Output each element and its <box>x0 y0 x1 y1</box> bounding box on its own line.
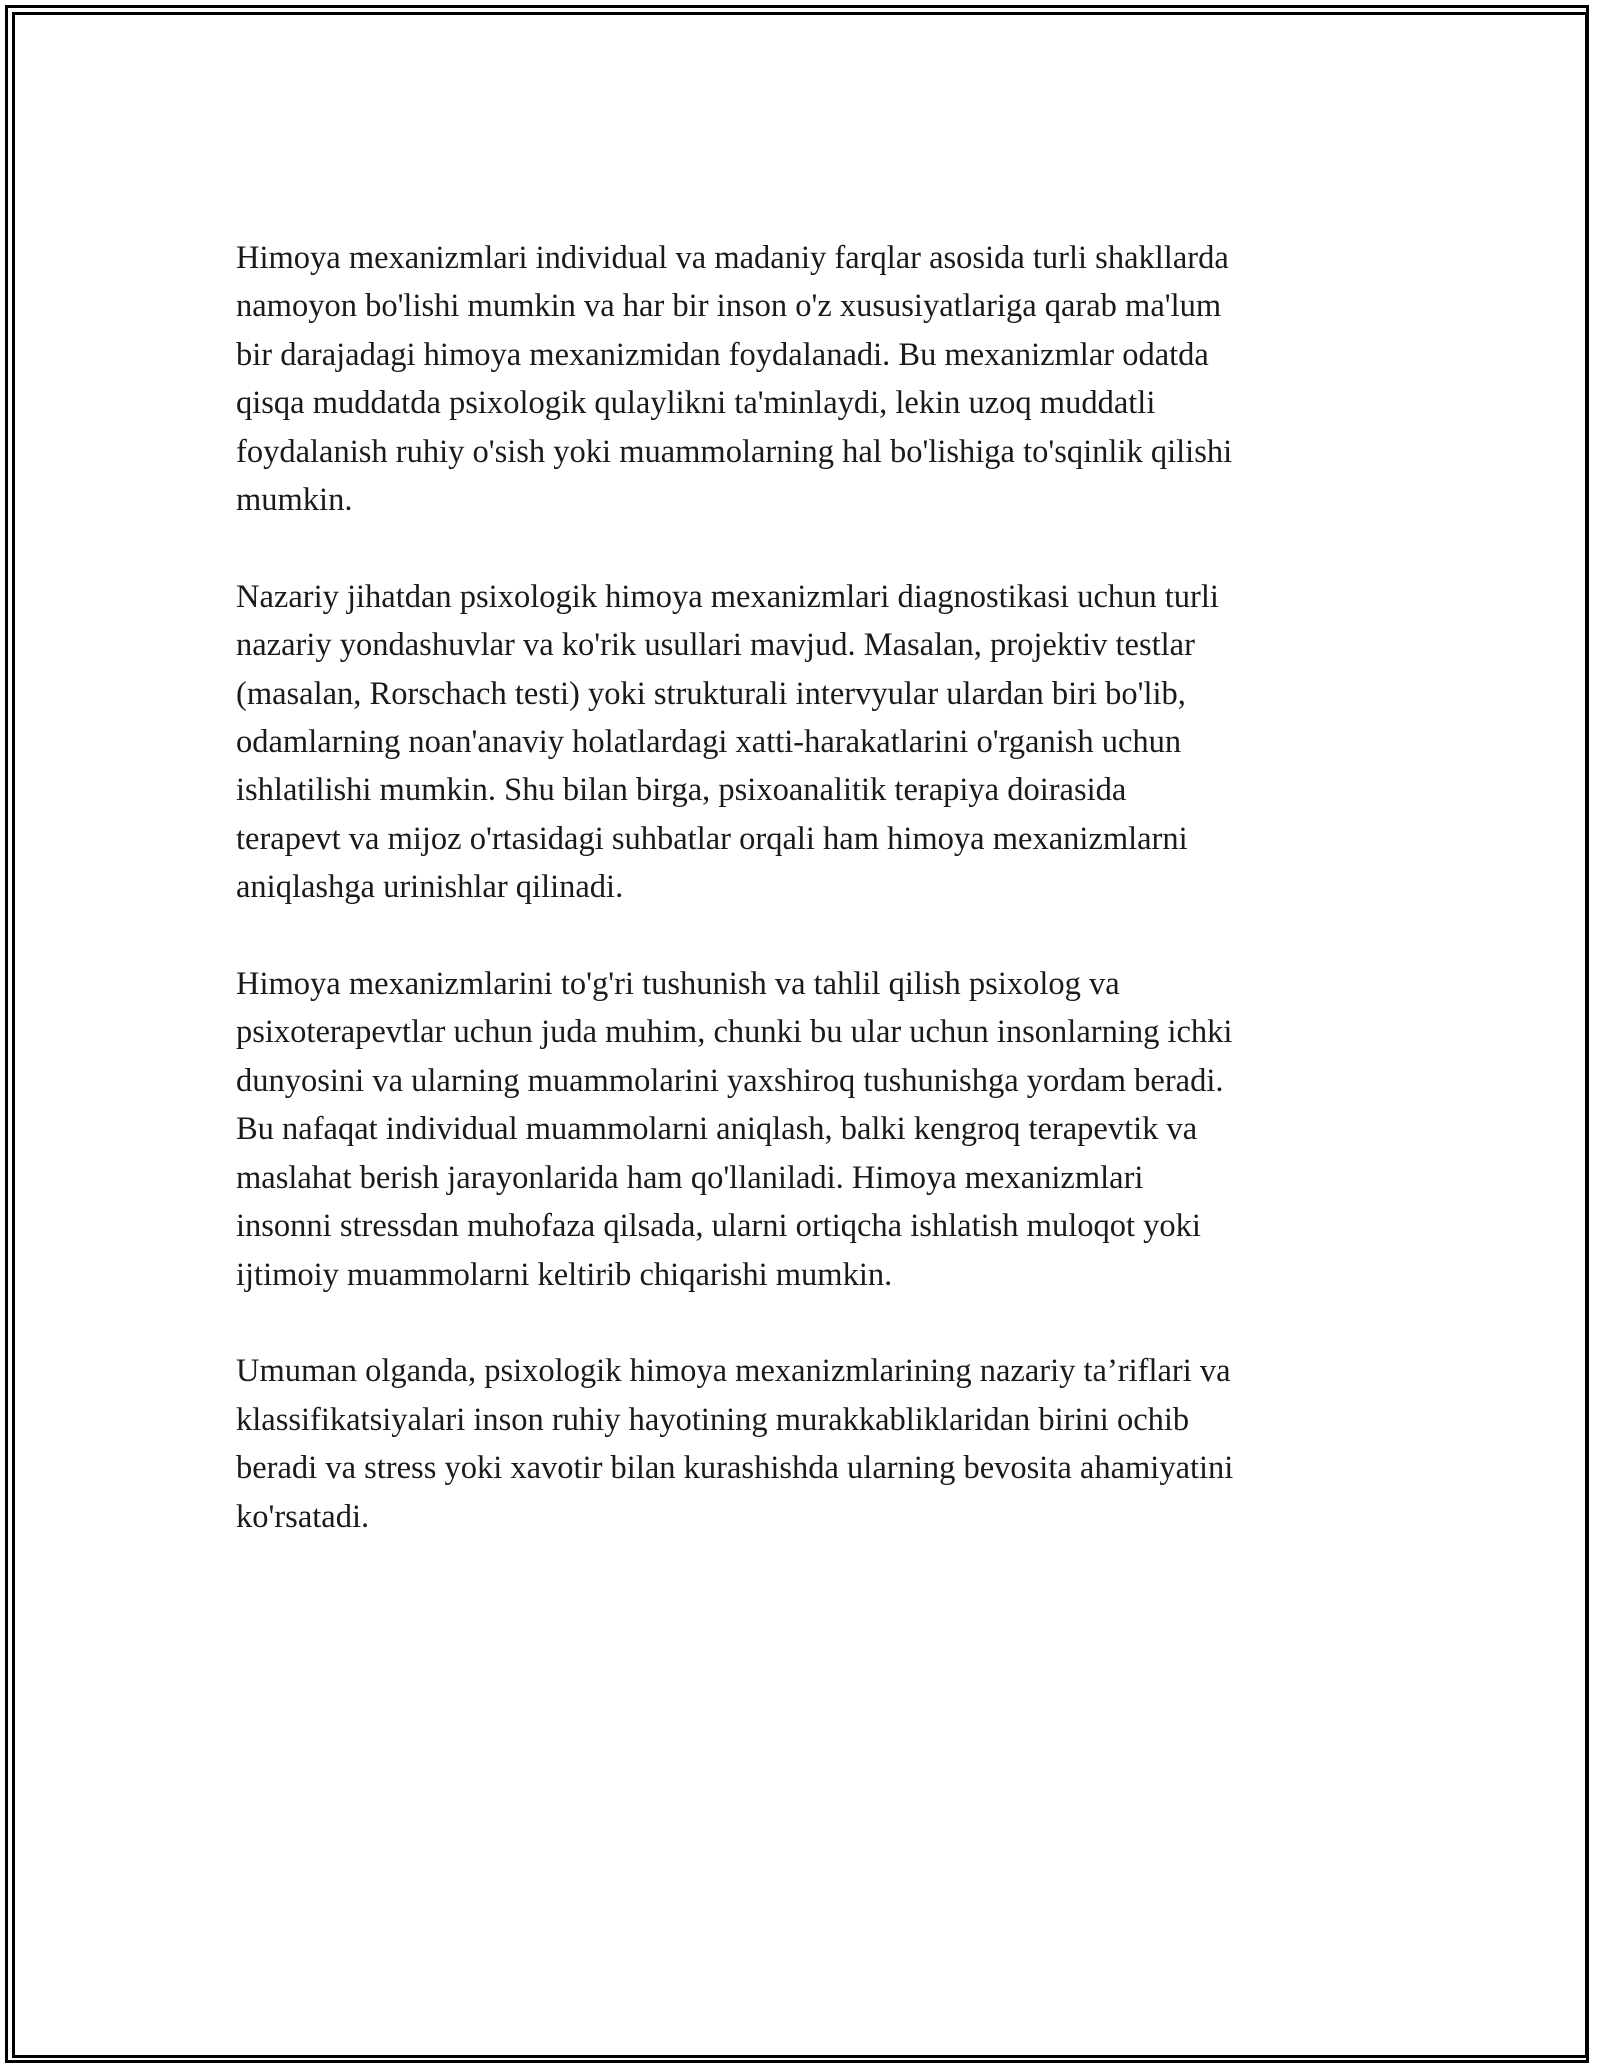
paragraph-2: Nazariy jihatdan psixologik himoya mexanizmlari diagnostikasi uchun turli nazariy yondashuvlar va ko'rik usullari mavjud. Masalan, projektiv testlar (masalan, Rorschach testi) yoki strukturali intervyular ulardan biri bo'lib, odamlarning noan'anaviy holatlardagi xatti-harakatlarini o'rganish uchun ishlatilishi mumkin. Shu bilan birga, psixoanalitik terapiya doirasida terapevt va mijoz o'rtasidagi suhbatlar orqali ham himoya mexanizmlarni aniqlashga urinishlar qilinadi. <box>236 578 1219 906</box>
paragraph-4: Umuman olganda, psixologik himoya mexanizmlarining nazariy ta’riflari va klassifikatsiyalari inson ruhiy hayotining murakkabliklaridan birini ochib beradi va stress yoki xavotir bilan kurashishda ularning bevosita ahamiyatini ko'rsatadi. <box>236 1353 1234 1535</box>
paragraph-3: Himoya mexanizmlarini to'g'ri tushunish va tahlil qilish psixolog va psixoterapevtlar uchun juda muhim, chunki bu ular uchun insonlarning ichki dunyosini va ularning muammolarini yaxshiroq tushunishga yordam beradi. Bu nafaqat individual muammolarni aniqlash, balki kengroq terapevtik va maslahat berish jarayonlarida ham qo'llaniladi. Himoya mexanizmlari insonni stressdan muhofaza qilsada, ularni ortiqcha ishlatish muloqot yoki ijtimoiy muammolarni keltirib chiqarishi mumkin. <box>236 966 1233 1293</box>
paragraph-1: Himoya mexanizmlari individual va madaniy farqlar asosida turli shakllarda namoyon bo'lishi mumkin va har bir inson o'z xususiyatlariga qarab ma'lum bir darajadagi himoya mexanizmidan foydalanadi. Bu mexanizmlar odatda qisqa muddatda psixologik qulaylikni ta'minlaydi, lekin uzoq muddatli foydalanish ruhiy o'sish yoki muammolarning hal bo'lishiga to'sqinlik qilishi mumkin. <box>236 240 1233 519</box>
document-body <box>236 234 1376 1589</box>
